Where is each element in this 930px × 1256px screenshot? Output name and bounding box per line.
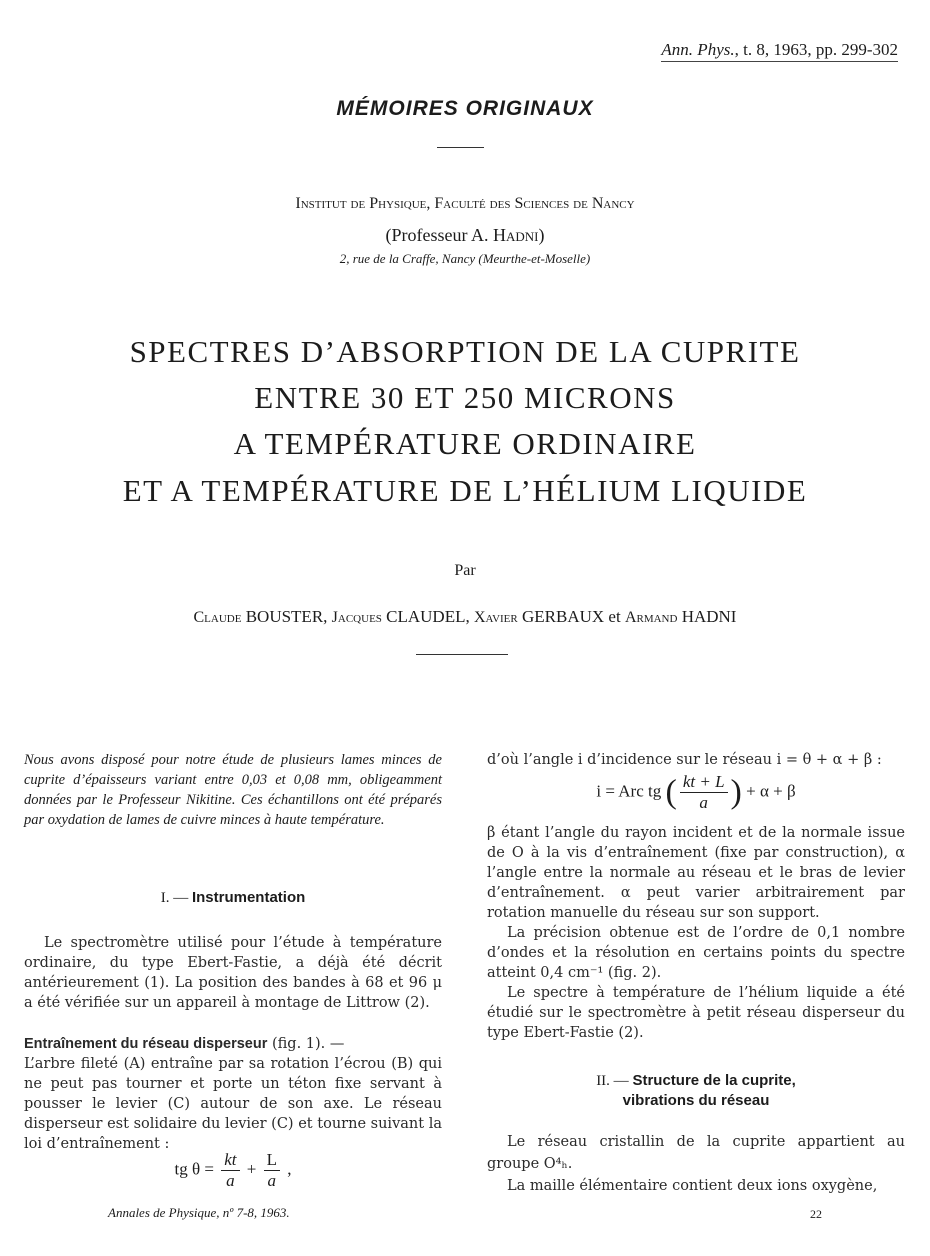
author-first-name: Armand — [624, 609, 678, 626]
paragraph: L’arbre fileté (A) entraîne par sa rotation l’écrou (B) qui ne peut pas tourner et porte un téton fixe servant à pousser le levier (C) autour de son axe. Le réseau disperseur est solidaire du levier (C) et tourne suivant la loi d’entraînement : — [24, 1056, 442, 1152]
subsection-ref: (fig. 1). — — [267, 1036, 345, 1052]
byline-par: Par — [454, 562, 476, 579]
fraction — [264, 1150, 280, 1191]
denominator: a — [267, 1171, 277, 1190]
section-heading-line — [487, 1091, 905, 1111]
paragraph: β étant l’angle du rayon incident et de la normale issue de O à la vis d’entraînement (fixe par construction), α l’angle entre la normale au réseau et le bras de levier d’entraînement. α peut varier arbitrairement par rotation manuelle du réseau sur son support. — [487, 825, 905, 921]
equation-tail: + α + β — [741, 781, 796, 801]
page-mark: 22 — [810, 1207, 822, 1221]
author-last-name: CLAUDEL, — [386, 607, 470, 626]
right-column-body — [487, 823, 905, 1043]
paragraph: Le réseau cristallin de la cuprite appartient au groupe O⁴ₕ. — [487, 1134, 905, 1172]
paragraph: Le spectre à température de l’hélium liquide a été étudié sur le spectromètre à petit réseau disperseur du type Ebert-Fastie (2). — [487, 985, 905, 1041]
paragraph: La maille élémentaire contient deux ions oxygène, — [507, 1178, 878, 1194]
divider — [416, 654, 508, 655]
author-last-name: GERBAUX — [521, 607, 605, 626]
divider — [437, 147, 484, 148]
paper-title-line-3: A TEMPÉRATURE ORDINAIRE — [233, 426, 697, 461]
paragraph: Le spectromètre utilisé pour l’étude à température ordinaire, du type Ebert-Fastie, a déjà été décrit antérieurement (1). La position des bandes à 68 et 96 μ a été vérifiée sur un appareil à montage de Littrow (2). — [24, 935, 442, 1011]
equation-2 — [487, 772, 905, 813]
section-number: I. — — [160, 890, 192, 906]
author-first-name: Xavier — [473, 609, 518, 626]
paper-title-line-1: SPECTRES D’ABSORPTION DE LA CUPRITE — [129, 334, 801, 369]
footer-journal: Annales de Physique, nº 7-8, 1963. — [108, 1205, 290, 1220]
numerator: kt + L — [680, 772, 728, 793]
equation-1 — [24, 1150, 442, 1191]
section-title: MÉMOIRES ORIGINAUX — [336, 97, 594, 120]
paper-title-line-2: ENTRE 30 ET 250 MICRONS — [254, 380, 676, 415]
equation-tail: , — [282, 1159, 292, 1179]
section-heading-line — [487, 1071, 905, 1091]
citation-details: , t. 8, 1963, pp. 299-302 — [734, 40, 898, 59]
numerator: kt — [221, 1150, 239, 1171]
section-heading-1 — [24, 889, 442, 907]
paper-title-line-4: ET A TEMPÉRATURE DE L’HÉLIUM LIQUIDE — [122, 473, 808, 508]
author-first-name: Claude — [193, 609, 242, 626]
numerator: L — [264, 1150, 280, 1171]
institute-address: 2, rue de la Craffe, Nancy (Meurthe-et-Moselle) — [339, 251, 591, 266]
section-title-text: vibrations du réseau — [622, 1092, 770, 1109]
author-last-name: HADNI — [681, 607, 737, 626]
left-paren: ( — [665, 773, 677, 811]
section-title-text: Instrumentation — [191, 889, 306, 906]
institute-name: Institut de Physique, Faculté des Sciences de Nancy — [295, 195, 635, 212]
paragraph: d’où l’angle i d’incidence sur le réseau i = θ + α + β : — [487, 752, 882, 768]
subsection-title: Entraînement du réseau disperseur — [24, 1036, 268, 1052]
equation-lhs: i = Arc tg — [596, 781, 666, 801]
subsection-body — [24, 1034, 442, 1154]
paragraph: La précision obtenue est de l’ordre de 0,1 nombre d’ondes et la résolution en certains points du spectre atteint 0,4 cm⁻¹ (fig. 2). — [487, 925, 905, 981]
fraction — [221, 1150, 239, 1191]
author-last-name: BOUSTER, — [245, 607, 328, 626]
fraction — [680, 772, 728, 813]
section-2-body — [487, 1131, 905, 1197]
equation-lhs: tg θ = — [174, 1159, 219, 1179]
plus-sign: + — [242, 1159, 261, 1179]
denominator: a — [226, 1171, 235, 1190]
author-first-name: Jacques — [331, 609, 382, 626]
subsection-heading — [24, 1034, 442, 1054]
author-list — [0, 607, 930, 627]
citation-journal: Ann. Phys. — [661, 40, 735, 59]
professor-line — [0, 225, 930, 246]
professor-name: Hadni — [492, 225, 539, 245]
section-1-body — [24, 933, 442, 1013]
right-paren: ) — [730, 773, 742, 811]
section-number: II. — — [596, 1073, 633, 1089]
professor-suffix: ) — [538, 225, 545, 245]
right-column-intro — [487, 750, 905, 770]
denominator: a — [699, 793, 708, 812]
section-heading-2 — [487, 1071, 905, 1111]
abstract: Nous avons disposé pour notre étude de plusieurs lames minces de cuprite d’épaisseurs variant entre 0,03 et 0,08 mm, obligeamment données par le Professeur Nikitine. Ces échantillons ont été préparés par oxydation de lames de cuivre minces à haute température. — [24, 752, 442, 828]
professor-prefix: (Professeur A. — [385, 225, 493, 245]
journal-citation — [661, 40, 898, 62]
author-conjunction: et — [608, 607, 621, 626]
section-title-text: Structure de la cuprite, — [632, 1072, 796, 1089]
